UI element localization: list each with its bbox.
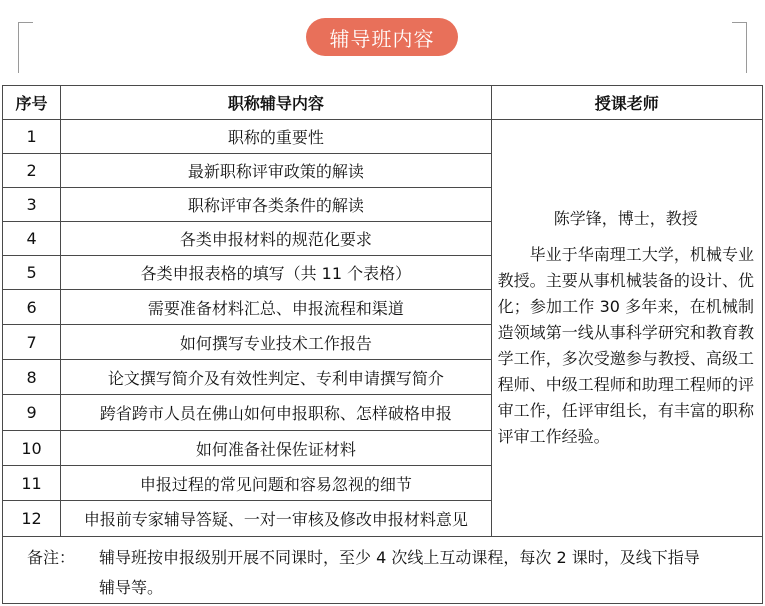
row-content: 职称的重要性 <box>61 120 492 154</box>
decorative-corner-left <box>18 22 33 73</box>
row-num: 1 <box>3 120 61 154</box>
note-text-line2: 辅导等。 <box>99 578 164 597</box>
header-num: 序号 <box>3 86 61 120</box>
table-row <box>3 120 763 154</box>
row-num: 4 <box>3 222 61 256</box>
section-title-badge: 辅导班内容 <box>306 18 458 56</box>
note-row <box>3 537 763 604</box>
row-num: 10 <box>3 431 61 466</box>
row-num: 11 <box>3 466 61 501</box>
course-table <box>2 85 763 604</box>
row-content: 需要准备材料汇总、申报流程和渠道 <box>61 290 492 325</box>
header-content: 职称辅导内容 <box>61 86 492 120</box>
row-num: 9 <box>3 395 61 431</box>
note-label: 备注： <box>27 548 76 567</box>
row-num: 2 <box>3 154 61 188</box>
decorative-corner-right <box>732 22 747 73</box>
teacher-bio: 毕业于华南理工大学，机械专业教授。主要从事机械装备的设计、优化；参加工作 30 多年来，在机械制造领域第一线从事科学研究和教育教学工作，多次受邀参与教授、高级工程师、中级工程师和助理工程师的评审工作，任评审组长，有丰富的职称评审工作经验。 <box>497 245 754 446</box>
table-header-row <box>3 86 763 120</box>
teacher-cell <box>491 120 762 537</box>
row-num: 5 <box>3 256 61 290</box>
note-cell <box>3 537 763 604</box>
row-content: 申报过程的常见问题和容易忽视的细节 <box>61 466 492 501</box>
row-num: 3 <box>3 188 61 222</box>
row-content: 跨省跨市人员在佛山如何申报职称、怎样破格申报 <box>61 395 492 431</box>
row-content: 职称评审各类条件的解读 <box>61 188 492 222</box>
row-content: 最新职称评审政策的解读 <box>61 154 492 188</box>
row-num: 6 <box>3 290 61 325</box>
teacher-name: 陈学锋，博士，教授 <box>553 209 698 228</box>
row-content: 论文撰写简介及有效性判定、专利申请撰写简介 <box>61 360 492 395</box>
row-content: 申报前专家辅导答疑、一对一审核及修改申报材料意见 <box>61 501 492 537</box>
row-content: 如何撰写专业技术工作报告 <box>61 325 492 360</box>
note-text-line1: 辅导班按申报级别开展不同课时，至少 4 次线上互动课程，每次 2 课时，及线下指导 <box>99 548 700 567</box>
row-num: 12 <box>3 501 61 537</box>
row-content: 各类申报材料的规范化要求 <box>61 222 492 256</box>
header-teacher: 授课老师 <box>491 86 762 120</box>
row-num: 7 <box>3 325 61 360</box>
row-content: 各类申报表格的填写（共 11 个表格） <box>61 256 492 290</box>
row-content: 如何准备社保佐证材料 <box>61 431 492 466</box>
row-num: 8 <box>3 360 61 395</box>
